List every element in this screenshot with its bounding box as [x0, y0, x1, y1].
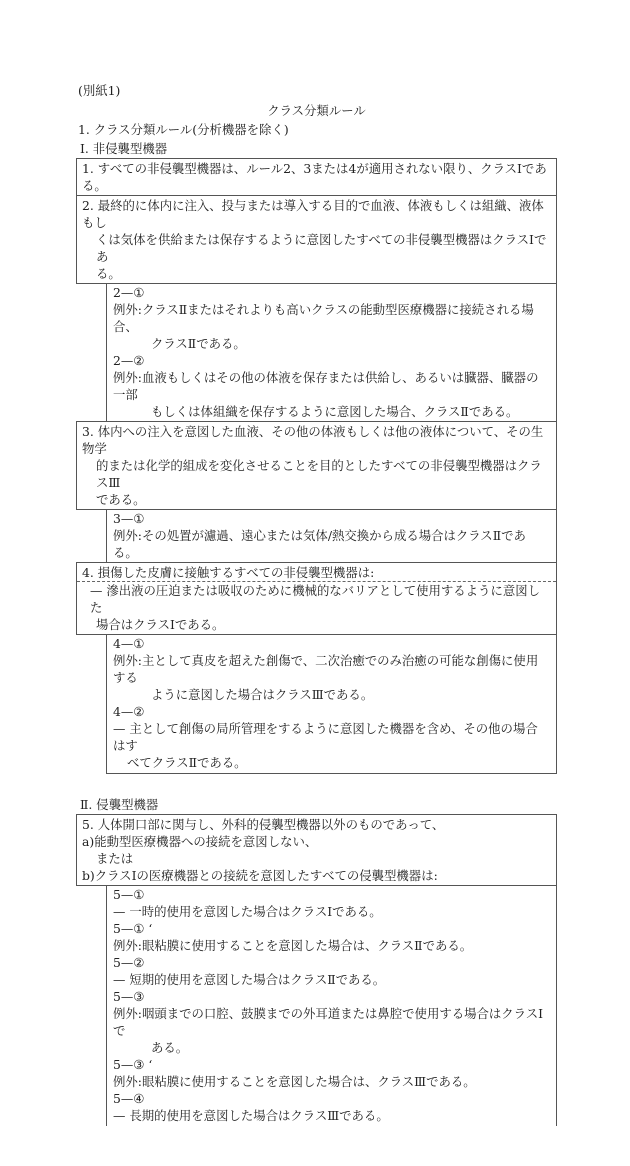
note-text: 例外:主として真皮を超えた創傷で、二次治癒でのみ治癒の可能な創傷に使用する [113, 653, 539, 685]
rule-3-line: である。 [96, 492, 146, 507]
section-heading-invasive: Ⅱ. 侵襲型機器 [80, 797, 159, 812]
rule-5-line: b)クラスⅠの医療機器との接続を意図したすべての侵襲型機器は: [82, 868, 438, 883]
note-number: 5—③ ‘ [113, 1057, 153, 1072]
note-text: — 長期的使用を意図した場合はクラスⅢである。 [113, 1108, 389, 1123]
rule-2-line: くは気体を供給または保存するように意図したすべての非侵襲型機器はクラスⅠであ [96, 232, 547, 264]
note-number: 2—① [113, 285, 145, 300]
rule-4-line: — 滲出液の圧迫または吸収のために機械的なバリアとして使用するように意図した [90, 583, 541, 615]
rule-4-line: 場合はクラスⅠである。 [96, 617, 225, 632]
note-number: 5—① [113, 887, 145, 902]
note-text: べてクラスⅡである。 [127, 755, 247, 770]
note-text: 例外:眼粘膜に使用することを意図した場合は、クラスⅢである。 [113, 1074, 476, 1089]
note-text: 例外:眼粘膜に使用することを意図した場合は、クラスⅡである。 [113, 938, 473, 953]
rule-3-line: 的または化学的組成を変化させることを目的としたすべての非侵襲型機器はクラスⅢ [96, 458, 542, 490]
note-text: 例外:血液もしくはその他の体液を保存または供給し、あるいは臓器、臓器の一部 [113, 370, 539, 402]
rule-3-box [76, 421, 557, 510]
rule-5-line: または [96, 851, 134, 866]
rule-4-head: 4. 損傷した皮膚に接触するすべての非侵襲型機器は: [82, 565, 375, 580]
dashed-divider [77, 581, 556, 633]
section-noninvasive-rules [76, 158, 557, 774]
rule-4-box [76, 562, 557, 635]
rule-2-line: 2. 最終的に体内に注入、投与または導入する目的で血液、体液もしくは組織、液体もし [82, 198, 544, 230]
note-number: 4—② [113, 704, 145, 719]
rule-3-line: 3. 体内への注入を意図した血液、その他の体液もしくは他の液体について、その生物学 [82, 424, 544, 456]
note-text: — 主として創傷の局所管理をするように意図した機器を含め、その他の場合はす [113, 721, 538, 753]
annex-label: (別紙1) [78, 83, 121, 98]
note-text: 例外:咽頭までの口腔、鼓膜までの外耳道または鼻腔で使用する場合はクラスⅠで [113, 1006, 543, 1038]
note-text: もしくは体組織を保存するように意図した場合、クラスⅡである。 [151, 404, 519, 419]
rule-3-notes [106, 509, 557, 563]
note-number: 3—① [113, 511, 145, 526]
rule-2-notes [106, 283, 557, 422]
note-text: クラスⅡである。 [151, 336, 246, 351]
note-text: — 一時的使用を意図した場合はクラスⅠである。 [113, 904, 382, 919]
rule-5-notes [106, 885, 557, 1126]
note-number: 5—③ [113, 989, 145, 1004]
section-invasive-rules [76, 814, 557, 1126]
rule-2-box [76, 195, 557, 284]
section-heading-1: 1. クラス分類ルール(分析機器を除く) [78, 122, 289, 137]
note-number: 5—① ‘ [113, 921, 153, 936]
document-title: クラス分類ルール [267, 103, 366, 118]
rule-2-line: る。 [96, 266, 121, 281]
note-number: 4—① [113, 636, 145, 651]
rule-5-box [76, 814, 557, 886]
note-text: ように意図した場合はクラスⅢである。 [151, 687, 374, 702]
rule-1-text: 1. すべての非侵襲型機器は、ルール2、3または4が適用されない限り、クラスⅠである。 [82, 161, 547, 193]
rule-5-line: 5. 人体開口部に関与し、外科的侵襲型機器以外のものであって、 [82, 817, 445, 832]
rule-5-line: a)能動型医療機器への接続を意図しない、 [82, 834, 318, 849]
section-heading-noninvasive: Ⅰ. 非侵襲型機器 [80, 141, 168, 156]
rule-4-notes [106, 634, 557, 774]
note-text: 例外:その処置が濾過、遠心または気体/熱交換から成る場合はクラスⅡである。 [113, 528, 526, 560]
note-text: ある。 [151, 1040, 189, 1055]
note-number: 5—④ [113, 1091, 145, 1106]
note-number: 2—② [113, 353, 145, 368]
note-number: 5—② [113, 955, 145, 970]
note-text: — 短期的使用を意図した場合はクラスⅡである。 [113, 972, 386, 987]
rule-1-box [76, 158, 557, 196]
note-text: 例外:クラスⅡまたはそれよりも高いクラスの能動型医療機器に接続される場合、 [113, 302, 534, 334]
